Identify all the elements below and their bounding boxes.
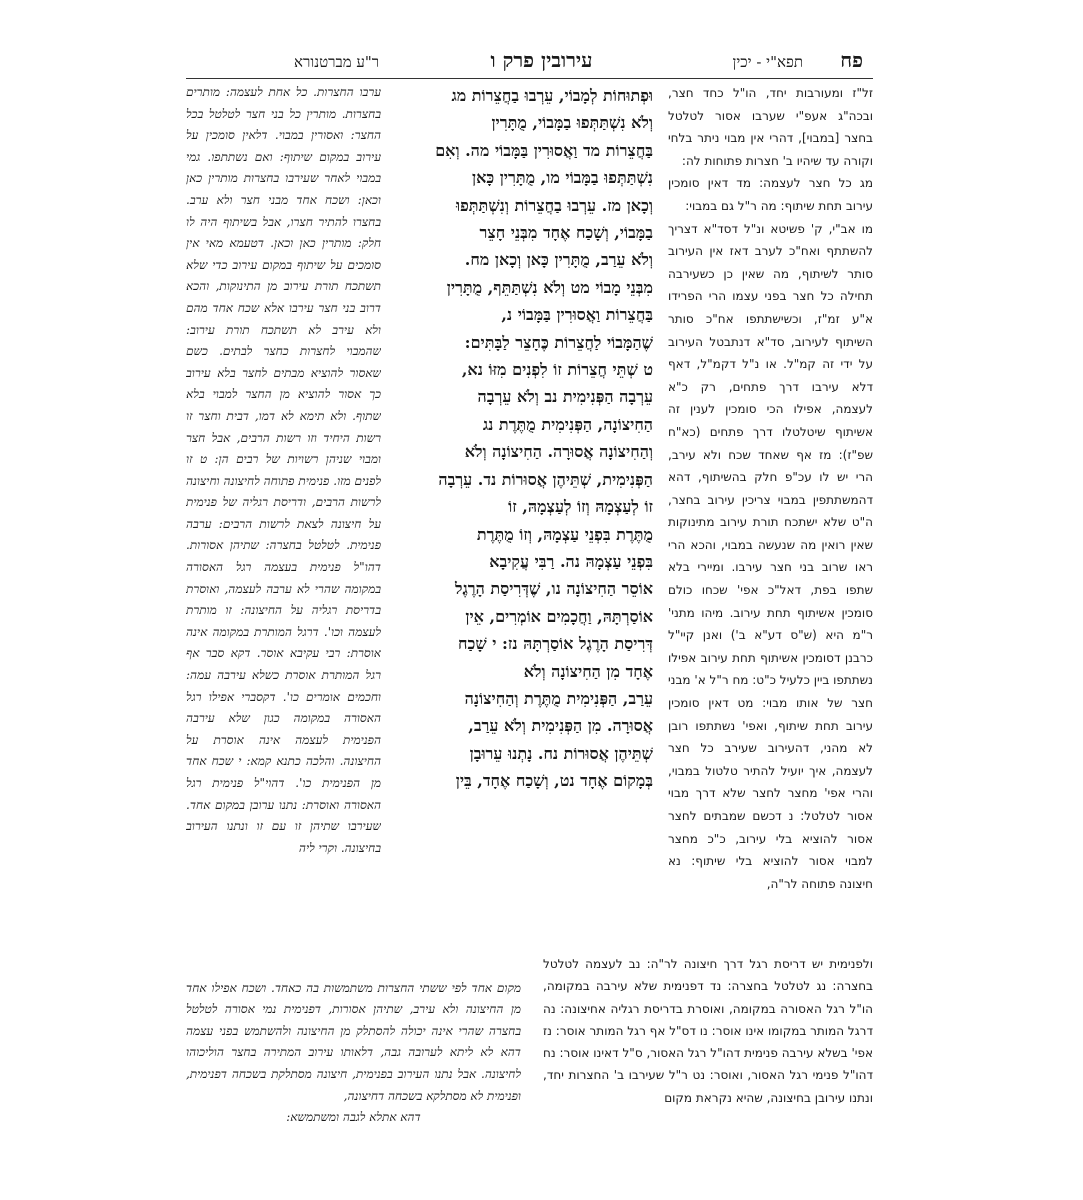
- left-commentary-column: ערבו החצרות. כל אחת לעצמה: מותרים בחצרות. מותרין כל בני חצר לטלטל בכל החצר: ואסורין במבוי. דלאין סומכין על עירוב במקום שיתוף: ואם נשתתפו. גמי במבוי לאחר שעירבו בחצרות מותרין כאן וכאן: ושכח אחד מבני חצר ולא ערב. בחצרו להתיר חצרו, אבל בשיתוף היה לו חלק: מותרין כאן וכאן. דטעמא מאי אין סומכים על שיתוף במקום עירוב כדי שלא תשתכח תורת עירוב מן התינוקות, והכא דרוב בני חצר עירבו אלא שכח אחד מהם ולא עירב לא תשתכח תורת עירוב: שהמבוי לחצרות כחצר לבתים. כשם שאסור להוציא מבתים לחצר בלא עירוב כך אסור להוציא מן החצר למבוי בלא שתוף. ולא תימא לא דמו, דבית וחצר זו רשות היחיד וזו רשות הרבים, אבל חצר ומבוי שניהן רשויות של רבים הן: ט זו לפנים מזו. פנימית פתוחה לחיצונה וחיצונה לרשות הרבים, ודריסת רגליה של פנימית על חיצונה לצאת לרשות הרבים: ערבה פנימית. לטלטל בחצרה: שתיהן אסורות. דהו"ל פנימית בעצמה רגל האסורה במקומה שהרי לא ערבה לעצמה, ואוסרת בדריסת רגליה על החיצונה: זו מותרת לעצמה וכו'. דרגל המותרת במקומה אינה אוסרת: רבי עקיבא אוסר. דקא סבר אף רגל המותרת אוסרת כשלא עירבה עמה: וחכמים אומרים כו'. דקסברי אפילו רגל האסורה במקומה כגון שלא עירבה הפנימית לעצמה אינה אוסרת על החיצונה. והלכה כתנא קמא: י שכח אחד מן הפנימית כו'. דהוי"ל פנימית רגל האסורה ואוסרת: נתנו ערובן במקום אחד. שעירבו שתיהן זו עם זו ונתנו העירוב בחיצונה. וקרי ליה: [186, 85, 381, 855]
- bottom-left-last-line: דהא אתלא לגבה ומשתמשא:: [286, 1110, 421, 1125]
- right-commentary-column: זל"ז ומעורבות יחד, הו"ל כחד חצר, ובכה"ג אעפ"י שערבו אסור לטלטל בחצר [במבוי], דהרי אין מבוי ניתר בלחי וקורה עד שיהיו ב' חצרות פתוחות לה: מג כל חצר לעצמה: מד דאין סומכין עירוב תחת שיתוף: מה ר"ל גם במבוי: מו אב"י, ק' פשיטא ונ"ל דסד"א דצריך להשתתף ואח"כ לערב דאז אין העירוב סותר לשיתוף, מה שאין כן כשעירבה תחילה כל חצר בפני עצמו הרי הפרידו א"ע זמ"ז, וכשישתתפו אח"כ סותר השיתוף לעירוב, סד"א דנתבטל העירוב על ידי זה קמ"ל. או נ"ל דקמ"ל, דאף דלא עירבו דרך פתחים, רק כ"א לעצמה, אפילו הכי סומכין לענין זה אשיתוף שיטלטלו דרך פתחים (כא"ח שפ"ז): מז אף שאחד שכח ולא עירב, הרי יש לו עכ"פ חלק בהשיתוף, דהא דהמשתתפין במבוי צריכין עירוב בחצר, ה"ט שלא ישתכח תורת עירוב מתינוקות שאין רואין מה שנעשה במבוי, והכא הרי ראו שרוב בני חצר עירבו. ומיירי בלא שתפו בפת, דאל"כ אפי' שכחו כולם סומכין אשיתוף תחת עירוב. מיהו מתני' ר"מ היא (ש"ס דע"א ב') ואנן קיי"ל כרבנן דסומכין אשיתוף תחת עירוב אפילו נשתתפו ביין כלעיל כ"ט: מח ר"ל א' מבני חצר של אותו מבוי: מט דאין סומכין עירוב תחת שיתוף, ואפי' נשתתפו רובן לא מהני, דהעירוב שעירב כל חצר לעצמה, איך יועיל להתיר טלטול במבוי, והרי אפי' מחצר לחצר שלא דרך מבוי אסור לטלטל: נ דכשם שמבתים לחצר אסור להוציא בלי עירוב, כ"כ מחצר למבוי אסור להוציא בלי שיתוף: נא חיצונה פתוחה לר"ה,: [668, 86, 873, 891]
- commentary-title-left: ר"ע מברטנורא: [294, 53, 380, 71]
- commentary-title-right: תפא"י - יכין: [732, 53, 803, 71]
- bottom-left-text: מקום אחד לפי ששתי החצרות משתמשות בה כאחד. ושכח אפילו אחד מן החיצונה ולא עירב, שתיהן אסורות, דפנימית נמי אסורה לטלטל בחצרה שהרי אינה יכולה להסתלק מן החיצונה ולהשתמש בפני עצמה דהא לא ליתא לערובה גבה, דלאותו עירוב המתירה בחצר הוליכוהו לחיצונה. אבל נתנו העירוב בפנימית, חיצונה מסתלקת בשכחה דפנימית, ופנימית לא מסתלקא בשכחה דחיצונה,: [186, 980, 521, 1103]
- page-number: פח: [840, 48, 863, 72]
- mishnah-text-column: וּפְתוּחוֹת לְמָבוֹי, עֵרְבוּ בַחֲצֵרוֹת מג וְלֹא נִשְׁתַּתְּפוּ בַמָּבוֹי, מֻתָּרִין בַּחֲצֵרוֹת מד וַאֲסוּרִין בַּמָּבוֹי מה. וְאִם נִשְׁתַּתְּפוּ בַמָּבוֹי מו, מֻתָּרִין כָּאן וְכָאן מז. עֵרְבוּ בַחֲצֵרוֹת וְנִשְׁתַּתְּפוּ בַמָּבוֹי, וְשָׁכַח אֶחָד מִבְּנֵי חָצֵר וְלֹא עֵרַב, מֻתָּרִין כָּאן וְכָאן מח. מִבְּנֵי מָבוֹי מט וְלֹא נִשְׁתַּתֵּף, מֻתָּרִין בַּחֲצֵרוֹת וַאֲסוּרִין בַּמָּבוֹי נ, שֶׁהַמָּבוֹי לַחֲצֵרוֹת כֶּחָצֵר לַבָּתִּים: ט שְׁתֵּי חֲצֵרוֹת זוֹ לִפְנִים מִזּוֹ נא, עֵרְבָה הַפְּנִימִית נב וְלֹא עֵרְבָה הַחִיצוֹנָה, הַפְּנִימִית מֻתֶּרֶת נג וְהַחִיצוֹנָה אֲסוּרָה. הַחִיצוֹנָה וְלֹא הַפְּנִימִית, שְׁתֵּיהֶן אֲסוּרוֹת נד. עֵרְבָה זוֹ לְעַצְמָהּ וְזוֹ לְעַצְמָהּ, זוֹ מֻתֶּרֶת בִּפְנֵי עַצְמָהּ, וְזוֹ מֻתֶּרֶת בִּפְנֵי עַצְמָהּ נה. רַבִּי עֲקִיבָא אוֹסֵר הַחִיצוֹנָה נו, שֶׁדְּרִיסַת הָרֶגֶל אוֹסַרְתָּהּ, וַחֲכָמִים אוֹמְרִים, אֵין דְּרִיסַת הָרֶגֶל אוֹסַרְתָּהּ נז: י שָׁכַח אֶחָד מִן הַחִיצוֹנָה וְלֹא עֵרַב, הַפְּנִימִית מֻתֶּרֶת וְהַחִיצוֹנָה אֲסוּרָה. מִן הַפְּנִימִית וְלֹא עֵרַב, שְׁתֵּיהֶן אֲסוּרוֹת נח. נָתְנוּ עֵרוּבָן בְּמָקוֹם אֶחָד נט, וְשָׁכַח אֶחָד, בֵּין: [435, 86, 653, 791]
- running-title: עירובין פרק ו: [490, 48, 593, 72]
- bottom-left-commentary: [186, 956, 521, 1186]
- bottom-right-commentary: ולפנימית יש דריסת רגל דרך חיצונה לר"ה: נב לעצמה לטלטל בחצרה: נג לטלטל בחצרה: נד דפנימית שלא עירבה במקומה, הו"ל רגל האסורה במקומה, ואוסרת בדריסת רגליה אחיצונה: נה דרגל המותר במקומו אינו אוסר: נו דס"ל אף רגל המותר אוסר: נז אפי' בשלא עירבה פנימית דהו"ל רגל האסור, ס"ל דאינו אוסר: נח דהו"ל פנימי רגל האסור, ואוסר: נט ר"ל שעירבו ב' החצרות יחד, ונתנו עירובן בחיצונה, שהיא נקראת מקום: [543, 957, 873, 1105]
- header-rule: [186, 78, 873, 79]
